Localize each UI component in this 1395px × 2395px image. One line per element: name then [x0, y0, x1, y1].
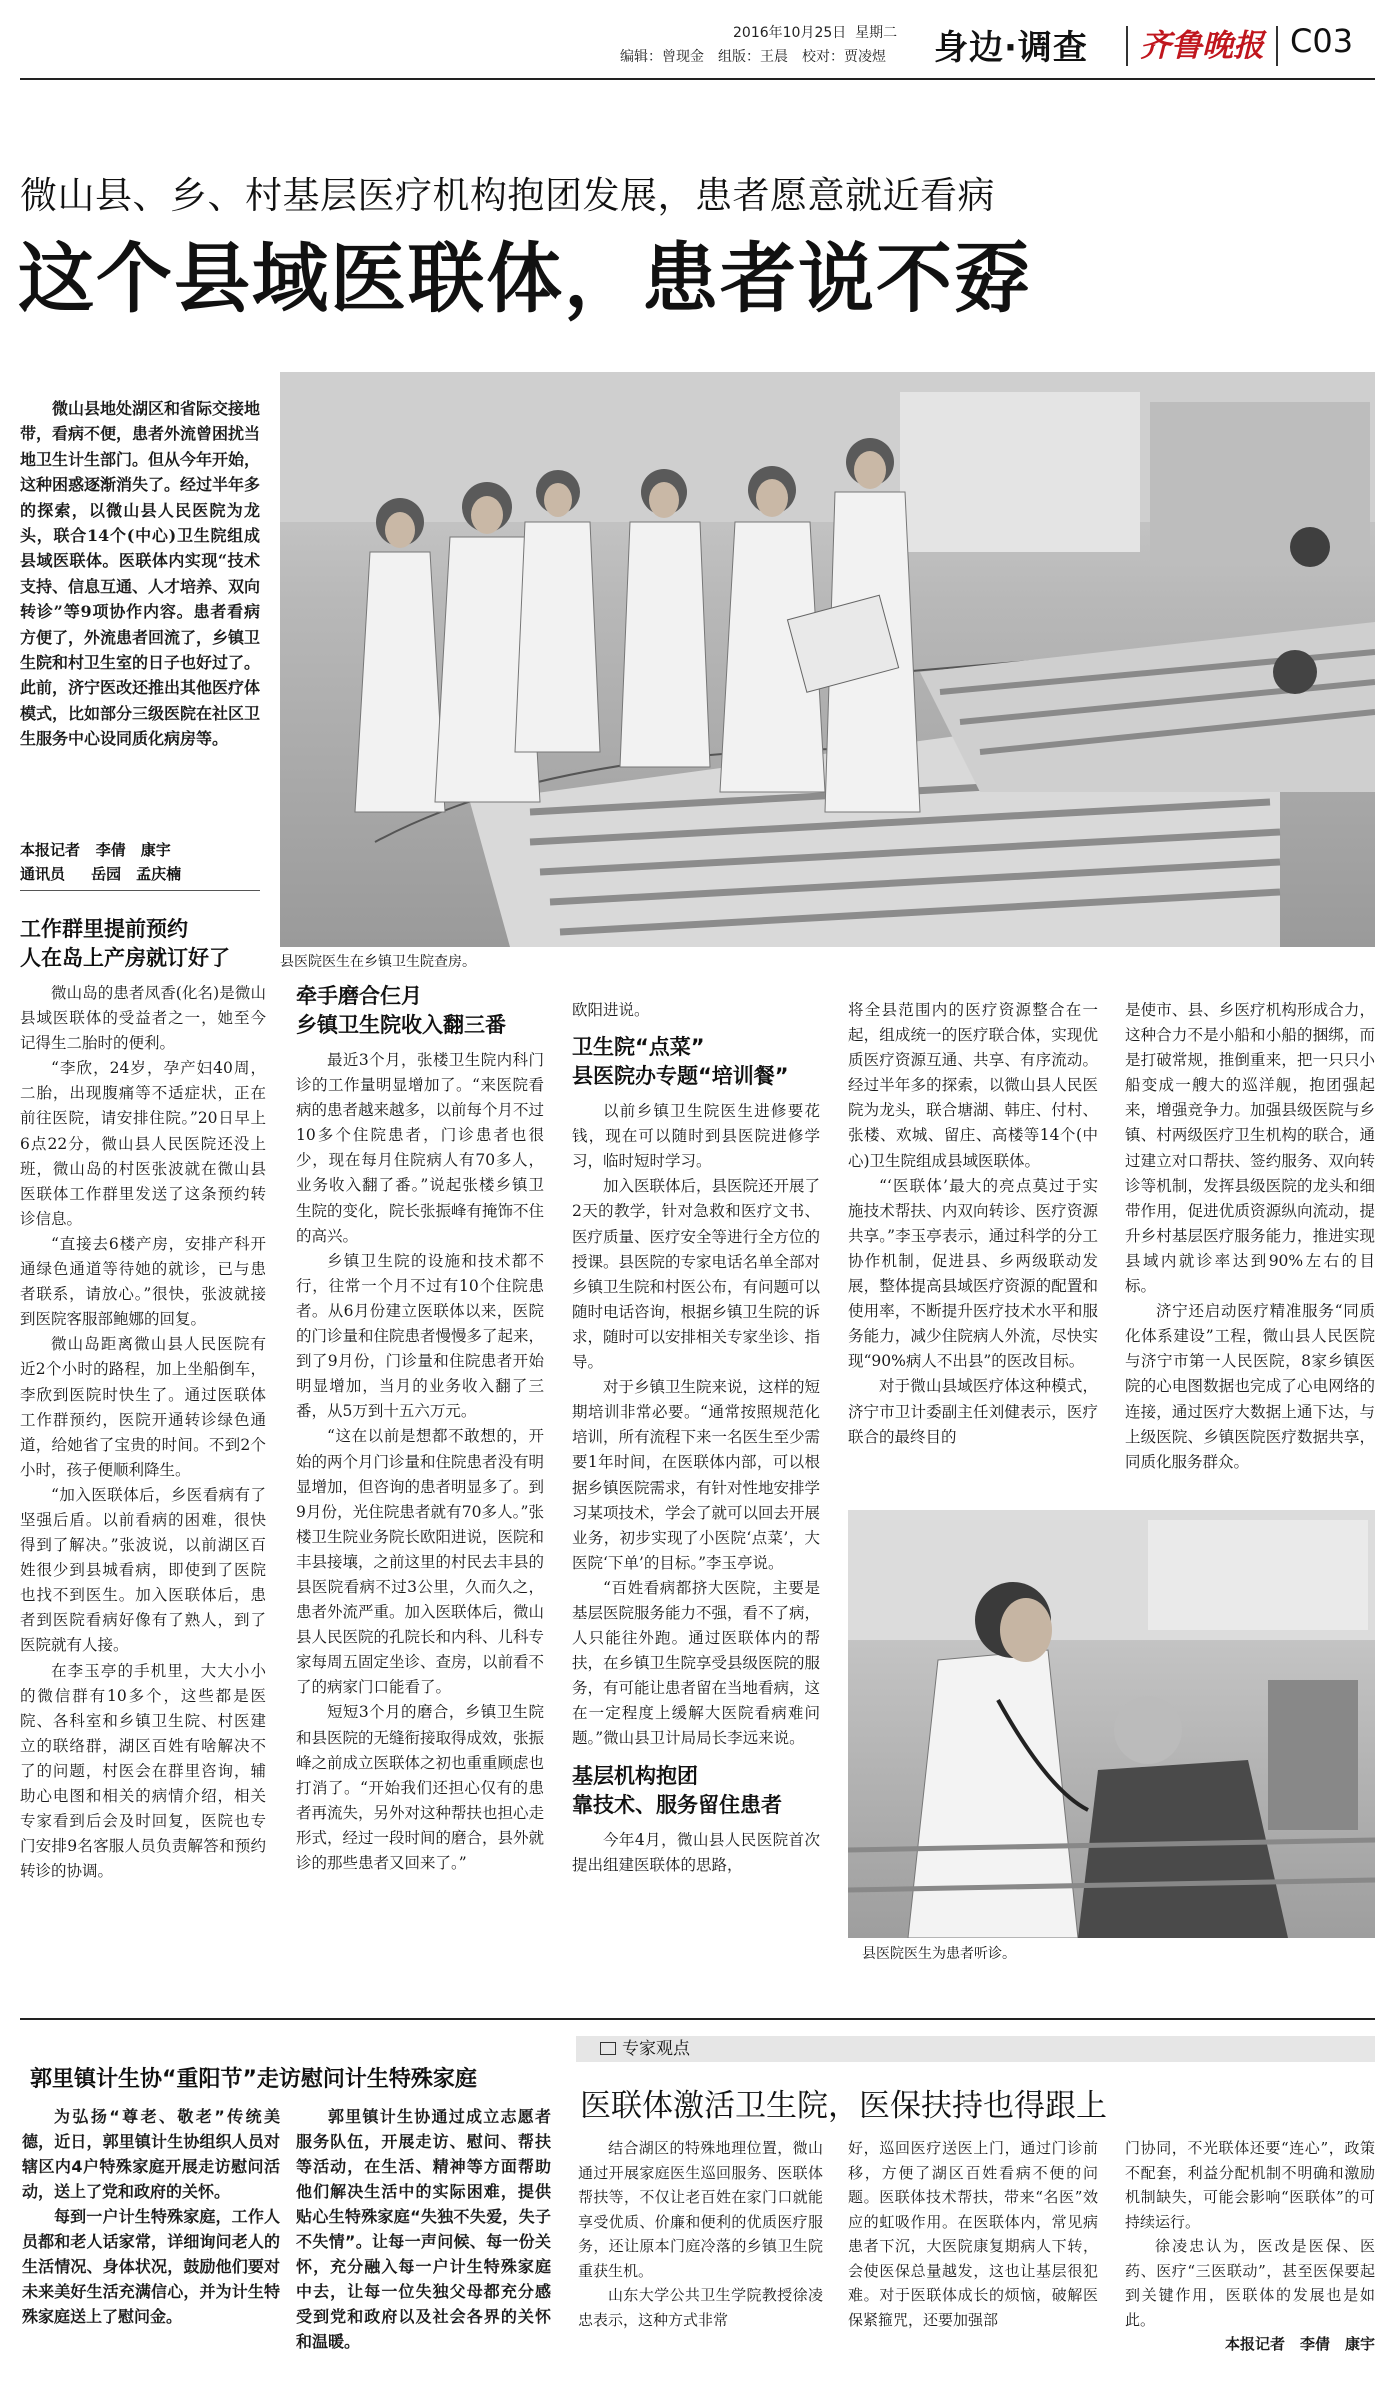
page-number: C03: [1290, 22, 1354, 60]
subhead-4: [572, 1762, 820, 1820]
col3-para: “百姓看病都挤大医院，主要是基层医院服务能力不强，看不了病，人只能往外跑。通过医联体内的帮扶，在乡镇卫生院享受县级医院的服务，有可能让患者留在当地看病，这在一定程度上缓解大医院看病难问题。”微山县卫计局局长李远来说。: [572, 1578, 821, 1748]
expert-byline: 本报记者 李倩 康宇: [1224, 2335, 1375, 2353]
col3-para: 以前乡镇卫生院医生进修要花钱，现在可以随时到县医院进修学习，临时短时学习。: [572, 1102, 820, 1171]
article-column-3: [572, 998, 820, 1878]
byline-block: [20, 838, 181, 886]
article-column-4: [848, 998, 1098, 1450]
sidebar-para: 为弘扬“尊老、敬老”传统美德，近日，郭里镇计生协组织人员对辖区内4户特殊家庭开展走访慰问活动，送上了党和政府的关怀。: [22, 2107, 280, 2201]
subhead-4-line2: 靠技术、服务留住患者: [572, 1792, 782, 1817]
col5-para: 济宁还启动医疗精准服务“同质化体系建设”工程，微山县人民医院与济宁市第一人民医院，8家乡镇医院的心电图数据也完成了心电网络的连接，通过医疗大数据上通下达，与上级医院、乡镇医院医疗数据共享，同质化服务群众。: [1125, 1302, 1375, 1471]
sidebar-title: 郭里镇计生协“重阳节”走访慰问计生特殊家庭: [30, 2067, 477, 2092]
col2-para: 短短3个月的磨合，乡镇卫生院和县医院的无缝衔接取得成效，张振峰之前成立医联体之初也重重顾虑也打消了。“开始我们还担心仅有的患者再流失，另外对这种帮扶也担心走形式，经过一段时间的磨合，县外就诊的那些患者又回来了。”: [296, 1703, 545, 1872]
byline-correspondent-label: 通讯员: [20, 865, 66, 883]
sidebar-col-right: [296, 2104, 551, 2354]
col3-para: 今年4月，微山县人民医院首次提出组建医联体的思路，: [572, 1830, 820, 1874]
expert-column-1: [578, 2136, 823, 2332]
photo2-caption: 县医院医生为患者听诊。: [862, 1946, 1016, 1962]
expert-para: 门协同，不光联体还要“连心”，政策不配套，利益分配机制不明确和激励机制缺失，可能会影响“医联体”的可持续运行。: [1125, 2139, 1375, 2231]
article-column-1: [20, 905, 266, 1884]
photo1-caption: 县医院医生在乡镇卫生院查房。: [280, 954, 476, 970]
section-divider: [1126, 26, 1128, 66]
header-credits: 编辑：曾现金 组版：王晨 校对：贾凌煜: [620, 49, 886, 65]
subhead-2: [296, 982, 544, 1040]
col1-para: 微山岛距离微山县人民医院有近2个小时的路程，加上坐船倒车，李欣到医院时快生了。通过医联体工作群预约，医院开通转诊绿色通道，给她省了宝贵的时间。不到2个小时，孩子便顺利降生。: [20, 1335, 266, 1479]
subhead-1-line1: 工作群里提前预约: [20, 917, 188, 941]
col4-para: “‘医联体’最大的亮点莫过于实施技术帮扶、内双向转诊、医疗资源共享。”李玉亭表示，通过科学的分工协作机制，促进县、乡两级联动发展，整体提高县域医疗资源的配置和使用率，不断提升医疗技术水平和服务能力，减少住院病人外流，尽快实现“90%病人不出县”的医改目标。: [848, 1176, 1098, 1371]
expert-tag: [576, 2036, 1375, 2062]
col1-para: “李欣，24岁，孕产妇40周，二胎，出现腹痛等不适症状，正在前往医院，请安排住院。”20日早上6点22分，微山县人民医院还没上班，微山岛的村医张波就在微山县医联体工作群里发送了这条预约转诊信息。: [20, 1059, 266, 1228]
subhead-2-line2: 乡镇卫生院收入翻三番: [296, 1013, 506, 1037]
header-date-line: [733, 22, 897, 42]
byline-rule: [20, 890, 260, 891]
article-column-5: [1125, 998, 1375, 1475]
lead-text: 微山县地处湖区和省际交接地带，看病不便，患者外流曾困扰当地卫生计生部门。但从今年开始，这种困惑逐渐消失了。经过半年多的探索，以微山县人民医院为龙头，联合14个(中心)卫生院组成县域医联体。医联体内实现“技术支持、信息互通、人才培养、双向转诊”等9项协作内容。患者看病方便了，外流患者回流了，乡镇卫生院和村卫生室的日子也好过了。此前，济宁医改还推出其他医疗体模式，比如部分三级医院在社区卫生服务中心设同质化病房等。: [20, 399, 261, 749]
col3-para: 对于乡镇卫生院来说，这样的短期培训非常必要。“通常按照规范化培训，所有流程下来一名医生至少需要1年时间，在医联体内部，可以根据乡镇医院需求，有针对性地安排学习某项技术，学会了就可以回去开展业务，初步实现了小医院‘点菜’，大医院‘下单’的目标。”李玉亭说。: [572, 1378, 821, 1572]
sidebar-para: 每到一户计生特殊家庭，工作人员都和老人话家常，详细询问老人的生活情况、身体状况，鼓励他们要对未来美好生活充满信心，并为计生特殊家庭送上了慰问金。: [22, 2207, 280, 2326]
subhead-4-line1: 基层机构抱团: [572, 1763, 698, 1788]
expert-para: 好，巡回医疗送医上门，通过门诊前移，方便了湖区百姓看病不便的问题。医联体技术帮扶，带来“名医”效应的虹吸作用。在医联体内，常见病患者下沉，大医院康复期病人下转，会使医保总量越发，这也让基层很犯难。对于医联体成长的烦恼，破解医保紧箍咒，还要加强部: [848, 2139, 1098, 2329]
comment-icon: [600, 2042, 616, 2055]
col1-para: “加入医联体后，乡医看病有了坚强后盾。以前看病的困难，很快得到了解决。”张波说，以前湖区百姓很少到县城看病，即使到了医院也找不到医生。加入医联体后，患者到医院看病好像有了熟人，到了医院就有人接。: [20, 1485, 266, 1655]
lead-paragraph: [20, 396, 260, 752]
header-rule: [20, 78, 1375, 80]
col2-para: 乡镇卫生院的设施和技术都不行，往常一个月不过有10个住院患者。从6月份建立医联体以来，医院的门诊量和住院患者慢慢多了起来，到了9月份，门诊量和住院患者开始明显增加，当月的业务收入翻了三番，从5万到十五六万元。: [296, 1251, 545, 1421]
subhead-3-line2: 县医院办专题“培训餐”: [572, 1064, 789, 1089]
subhead-3: [572, 1033, 820, 1091]
page-divider: [1276, 26, 1278, 66]
expert-headline: 医联体激活卫生院，医保扶持也得跟上: [580, 2088, 1107, 2124]
subhead-1-line2: 人在岛上产房就订好了: [20, 946, 230, 970]
article-column-2: [296, 982, 544, 1876]
col1-para: 微山岛的患者凤香(化名)是微山县域医联体的受益者之一，她至今记得生二胎时的便利。: [20, 984, 266, 1053]
col4-para: 将全县范围内的医疗资源整合在一起，组成统一的医疗联合体，实现优质医疗资源互通、共享、有序流动。经过半年多的探索，以微山县人民医院为龙头，联合塘湖、韩庄、付村、张楼、欢城、留庄、高楼等14个(中心)卫生院组成县域医联体。: [848, 1001, 1098, 1170]
expert-para: 结合湖区的特殊地理位置，微山通过开展家庭医生巡回服务、医联体帮扶等，不仅让老百姓在家门口就能享受优质、价廉和便利的优质医疗服务，还让原本门庭冷落的乡镇卫生院重获生机。: [578, 2139, 823, 2280]
col4-para: 对于微山县域医疗体这种模式，济宁市卫计委副主任刘健表示，医疗联合的最终目的: [848, 1377, 1098, 1446]
expert-para: 徐凌忠认为，医改是医保、医药、医疗“三医联动”，甚至医保要起到关键作用，医联体的发展也是如此。: [1125, 2237, 1375, 2329]
col5-para: 是使市、县、乡医疗机构形成合力，这种合力不是小船和小船的捆绑，而是打破常规，推倒重来，把一只只小船变成一艘大的巡洋舰，抱团强起来，增强竞争力。加强县级医院与乡镇、村两级医疗卫生机构的联合，通过建立对口帮扶、签约服务、双向转诊等机制，发挥县级医院的龙头和细带作用，促进优质资源纵向流动，提升乡村基层医疗服务能力，推进实现县域内就诊率达到90%左右的目标。: [1125, 1001, 1375, 1296]
col1-para: “直接去6楼产房，安排产科开通绿色通道等待她的就诊，已与患者联系，请放心。”很快，张波就接到医院客服部鲍娜的回复。: [20, 1234, 266, 1329]
sidebar-para: 郭里镇计生协通过成立志愿者服务队伍，开展走访、慰问、帮扶等活动，在生活、精神等方面帮助他们解决生活中的实际困难，提供贴心生特殊家庭“失独不失爱，失子不失情”。让每一声问候、每一份关怀，充分融入每一户计生特殊家庭中去，让每一位失独父母都充分感受到党和政府以及社会各界的关怀和温暖。: [296, 2107, 551, 2351]
col2-para: 最近3个月，张楼卫生院内科门诊的工作量明显增加了。“来医院看病的患者越来越多，以前每个月不过10多个住院患者，门诊患者也很少，现在每月住院病人有70多人，业务收入翻了番。”说起张楼乡镇卫生院的变化，院长张振峰有掩饰不住的高兴。: [296, 1051, 545, 1245]
subhead-1: [20, 915, 266, 973]
ward-round-illustration: [280, 372, 1375, 947]
byline-correspondents: 岳园 孟庆楠: [91, 865, 182, 883]
article-kicker: 微山县、乡、村基层医疗机构抱团发展，患者愿意就近看病: [20, 174, 995, 217]
col3-para: 加入医联体后，县医院还开展了2天的教学，针对急救和医疗文书、医疗质量、医疗安全等进行全方位的授课。县医院的专家电话名单全部对乡镇卫生院和村医公布，有问题可以随时电话咨询，根据乡镇卫生院的诉求，随时可以安排相关专家坐诊、指导。: [572, 1177, 821, 1372]
byline-reporter-label: 本报记者: [20, 841, 81, 859]
issue-weekday: 星期二: [855, 25, 898, 41]
expert-para: 山东大学公共卫生学院教授徐凌忠表示，这种方式非常: [578, 2286, 823, 2329]
paper-logo: 齐鲁晚报: [1140, 28, 1264, 64]
byline-reporters: 李倩 康宇: [95, 841, 171, 859]
bottom-rule: [20, 2018, 1375, 2020]
subhead-3-line1: 卫生院“点菜”: [572, 1035, 705, 1060]
subhead-2-line1: 牵手磨合仨月: [296, 984, 422, 1008]
auscultation-illustration: [848, 1510, 1375, 1938]
section-name: 身边·调查: [934, 28, 1088, 68]
expert-column-3: [1125, 2136, 1375, 2357]
col1-para: 在李玉亭的手机里，大大小小的微信群有10多个，这些都是医院、各科室和乡镇卫生院、村医建立的联络群，湖区百姓有啥解决不了的问题，村医会在群里咨询，辅助心电图和相关的病情介绍，相关专家看到后会及时回复，医院也专门安排9名客服人员负责解答和预约转诊的协调。: [20, 1661, 266, 1881]
auscultation-photo: [848, 1510, 1375, 1938]
article-headline: 这个县域医联体，患者说不孬: [18, 234, 1032, 323]
sidebar-col-left: [22, 2104, 280, 2329]
expert-tag-label: 专家观点: [622, 2039, 690, 2059]
col2-para: “这在以前是想都不敢想的，开始的两个月门诊量和住院患者没有明显增加，但咨询的患者明显多了。到9月份，光住院患者就有70多人。”张楼卫生院业务院长欧阳进说，医院和丰县接壤，之前这里的村民去丰县的县医院看病不过3公里，久而久之，患者外流严重。加入医联体后，微山县人民医院的孔院长和内科、儿科专家每周五固定坐诊、查房，以前看不了的病家门口能看了。: [296, 1427, 545, 1697]
expert-column-2: [848, 2136, 1098, 2332]
ward-round-photo: [280, 372, 1375, 947]
issue-date: 2016年10月25日: [733, 25, 847, 41]
col3-continuation: 欧阳进说。: [572, 1001, 650, 1019]
